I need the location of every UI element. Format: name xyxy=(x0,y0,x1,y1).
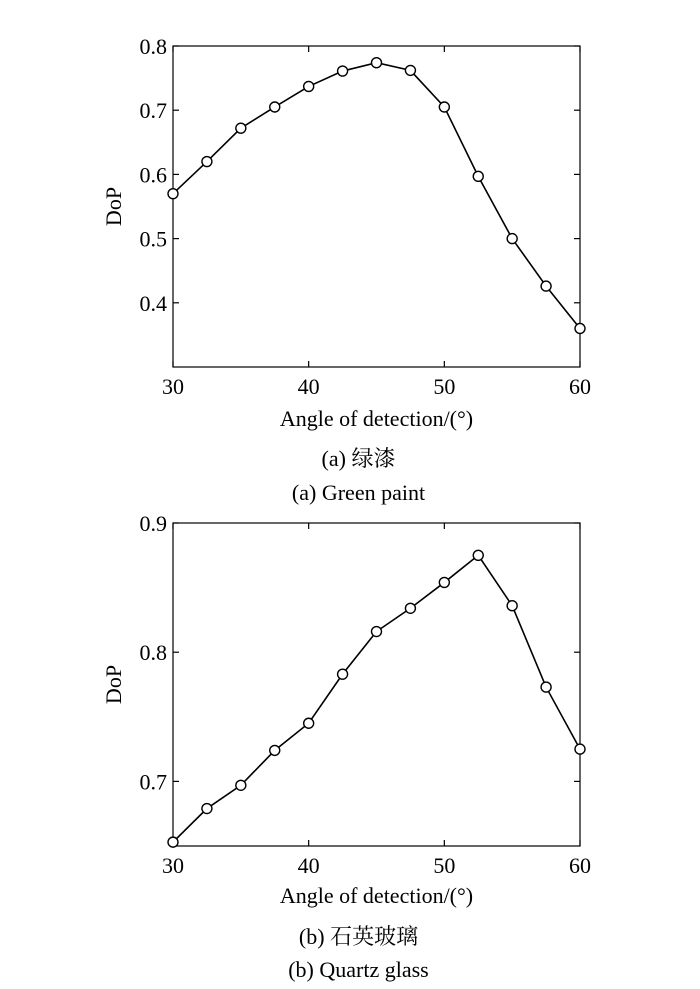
chart-a-data-point xyxy=(338,66,348,76)
chart-b-data-point xyxy=(338,669,348,679)
chart-a-data-point xyxy=(236,123,246,133)
chart-b-data-point xyxy=(372,627,382,637)
chart-b-y-tick-label: 0.8 xyxy=(139,640,167,666)
chart-a-x-tick-label: 40 xyxy=(297,374,320,399)
chart-a-green-paint xyxy=(101,34,591,505)
chart-a-y-tick-label: 0.7 xyxy=(139,98,167,124)
chart-b-x-tick-label: 30 xyxy=(162,853,184,878)
chart-a-x-tick-label: 50 xyxy=(433,374,456,399)
chart-b-series-line xyxy=(173,555,580,842)
chart-a-series-line xyxy=(173,63,580,329)
chart-b-caption-en: (b) Quartz glass xyxy=(288,957,429,982)
chart-a-data-point xyxy=(405,65,415,75)
chart-b-data-point xyxy=(405,603,415,613)
chart-b-data-point xyxy=(473,550,483,560)
chart-a-caption-cn: (a) 绿漆 xyxy=(321,446,396,471)
chart-b-x-axis-label: Angle of detection/(°) xyxy=(279,883,474,908)
chart-b-data-point xyxy=(507,601,517,611)
chart-a-data-point xyxy=(270,102,280,112)
chart-b-caption-cn: (b) 石英玻璃 xyxy=(298,924,419,949)
chart-b-points xyxy=(168,550,585,847)
chart-a-data-point xyxy=(202,157,212,167)
chart-a-y-tick-label: 0.6 xyxy=(139,162,167,188)
chart-a-data-point xyxy=(304,81,314,91)
chart-a-y-tick-label: 0.8 xyxy=(139,34,167,59)
chart-b-x-tick-label: 50 xyxy=(433,853,456,878)
chart-b-data-point xyxy=(202,804,212,814)
chart-b-y-axis-label: DoP xyxy=(101,664,126,705)
chart-b-data-point xyxy=(304,718,314,728)
chart-a-data-point xyxy=(507,234,517,244)
chart-b-x-tick-label: 40 xyxy=(297,853,320,878)
chart-a-plot-frame xyxy=(173,46,580,367)
chart-a-data-point xyxy=(439,102,449,112)
chart-b-y-tick-label: 0.9 xyxy=(139,511,167,536)
chart-b-data-point xyxy=(168,837,178,847)
chart-b-data-point xyxy=(575,744,585,754)
chart-b-plot-frame xyxy=(173,523,580,846)
chart-a-data-point xyxy=(372,58,382,68)
chart-a-data-point xyxy=(473,171,483,181)
chart-b-ticks xyxy=(140,511,592,878)
chart-a-x-tick-label: 30 xyxy=(162,374,184,399)
chart-a-caption-en: (a) Green paint xyxy=(291,480,426,505)
chart-a-ticks xyxy=(140,34,592,399)
chart-b-data-point xyxy=(270,745,280,755)
chart-a-data-point xyxy=(168,189,178,199)
chart-b-y-tick-label: 0.7 xyxy=(139,769,167,795)
chart-b-x-tick-label: 60 xyxy=(569,853,591,878)
chart-a-x-tick-label: 60 xyxy=(569,374,591,399)
chart-a-y-tick-label: 0.4 xyxy=(139,290,167,316)
chart-b-data-point xyxy=(541,682,551,692)
chart-a-data-point xyxy=(575,323,585,333)
chart-a-points xyxy=(168,58,585,334)
chart-a-x-axis-label: Angle of detection/(°) xyxy=(279,406,474,431)
chart-a-data-point xyxy=(541,281,551,291)
chart-a-y-tick-label: 0.5 xyxy=(139,226,167,252)
chart-b-data-point xyxy=(439,577,449,587)
chart-a-y-axis-label: DoP xyxy=(101,186,126,227)
chart-b-data-point xyxy=(236,780,246,790)
chart-b-quartz-glass xyxy=(101,511,591,982)
